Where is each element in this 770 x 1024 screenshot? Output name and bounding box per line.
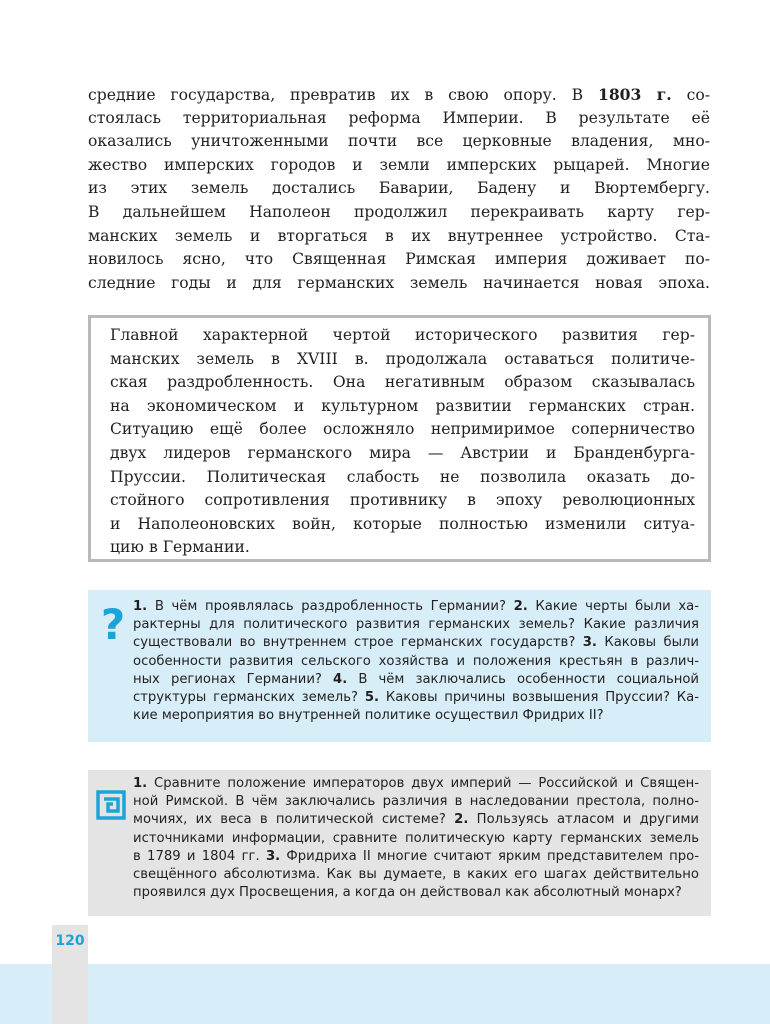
questions-line <box>133 689 699 707</box>
main-line: В дальнейшем Наполеон продолжил перекраивать карту гер- <box>88 202 710 221</box>
task-spiral-icon <box>96 790 126 820</box>
main-paragraph <box>88 83 710 295</box>
question-mark-icon: ? <box>100 600 126 649</box>
questions-line <box>133 616 699 634</box>
questions-text <box>133 598 699 725</box>
item-text: мочиях, их веса в политической системе? <box>133 812 455 828</box>
item-text: Каковы были <box>596 635 699 651</box>
bold-year: 1803 г. <box>597 85 672 104</box>
item-text: проявился дух Просвещения, а когда он действовал как абсолютный монарх? <box>133 885 682 901</box>
bottom-band <box>0 964 770 1024</box>
item-text: Каковы причины возвышения Пруссии? Ка- <box>379 689 699 705</box>
item-text: Пользуясь атласом и другими <box>468 812 699 828</box>
item-text: В чём заключались особенности социальной <box>347 671 700 687</box>
item-number: 1. <box>133 776 148 791</box>
item-number: 4. <box>333 671 348 687</box>
summary-text <box>110 324 695 560</box>
summary-line: на экономическом и культурном развитии германских стран. <box>110 396 695 415</box>
item-number: 3. <box>265 848 281 864</box>
questions-line <box>133 598 699 616</box>
tasks-text <box>133 775 699 902</box>
page-number: 120 <box>55 933 85 949</box>
main-line-1: средние государства, превратив их в свою опору. В 1803 г. со- <box>88 85 710 104</box>
main-line: новилось ясно, что Священная Римская империя доживает по- <box>88 250 710 269</box>
main-line: из этих земель достались Баварии, Бадену и Вюртембергу. <box>88 179 710 198</box>
item-text: Фридриха II многие считают ярким представителем про- <box>280 848 700 864</box>
questions-line <box>133 671 699 689</box>
item-number: 1. <box>133 599 148 614</box>
item-text: кие мероприятия во внутренней политике осуществил Фридрих II? <box>133 708 604 724</box>
item-text: свещённого абсолютизма. Как вы думаете, в каких его шагах действительно <box>133 866 699 882</box>
tasks-line <box>133 848 699 866</box>
item-text: Какие черты были ха- <box>527 599 699 614</box>
item-text: источниками информации, сравните политическую карту германских земель <box>133 830 699 846</box>
questions-line <box>133 634 699 652</box>
summary-line: и Наполеоновских войн, которые полностью изменили ситуа- <box>110 514 695 533</box>
main-line: стоялась территориальная реформа Империи. В результате её <box>88 108 710 127</box>
tasks-line <box>133 884 699 902</box>
item-text: рактерны для политического развития германских земель? Какие различия <box>133 617 699 633</box>
item-text: Сравните положение императоров двух империй — Российской и Священ- <box>147 776 699 791</box>
questions-line <box>133 653 699 671</box>
summary-line: ская раздробленность. Она негативным образом сказывалась <box>110 373 695 392</box>
main-line: оказались уничтоженными почти все церковные владения, мно- <box>88 132 710 151</box>
item-text: В чём проявлялась раздробленность Германии? <box>147 599 514 614</box>
item-number: 5. <box>364 689 380 705</box>
questions-line <box>133 707 699 725</box>
tasks-line <box>133 775 699 793</box>
main-line: жество имперских городов и земли имперских рыцарей. Многие <box>88 155 710 174</box>
summary-line: Ситуацию ещё более осложняло непримиримое соперничество <box>110 420 695 439</box>
tasks-line <box>133 830 699 848</box>
tasks-line <box>133 866 699 884</box>
item-number: 2. <box>454 812 469 828</box>
main-line: следние годы и для германских земель начинается новая эпоха. <box>88 273 710 292</box>
summary-line: Пруссии. Политическая слабость не позволила оказать до- <box>110 467 695 486</box>
item-number: 2. <box>513 599 528 614</box>
item-text: в 1789 и 1804 гг. <box>133 848 266 864</box>
summary-line: цию в Германии. <box>110 538 250 557</box>
item-text: структуры германских земель? <box>133 689 365 705</box>
item-text: особенности развития сельского хозяйства и положения крестьян в различ- <box>133 653 699 669</box>
summary-line: Главной характерной чертой исторического развития гер- <box>110 326 695 344</box>
tasks-line <box>133 811 699 829</box>
main-line: манских земель и вторгаться в их внутреннее устройство. Ста- <box>88 226 710 245</box>
tasks-line <box>133 793 699 811</box>
summary-line: стойного сопротивления противнику в эпоху революционных <box>110 491 695 510</box>
item-text: ной Римской. В чём заключались различия в наследовании престола, полно- <box>133 794 699 810</box>
item-text: существовали во внутреннем строе германских государств? <box>133 635 583 651</box>
summary-line: манских земель в XVIII в. продолжала оставаться политиче- <box>110 349 695 368</box>
item-text: ных регионах Германии? <box>133 671 334 687</box>
summary-line: двух лидеров германского мира — Австрии и Бранденбурга- <box>110 443 695 462</box>
item-number: 3. <box>582 635 597 651</box>
